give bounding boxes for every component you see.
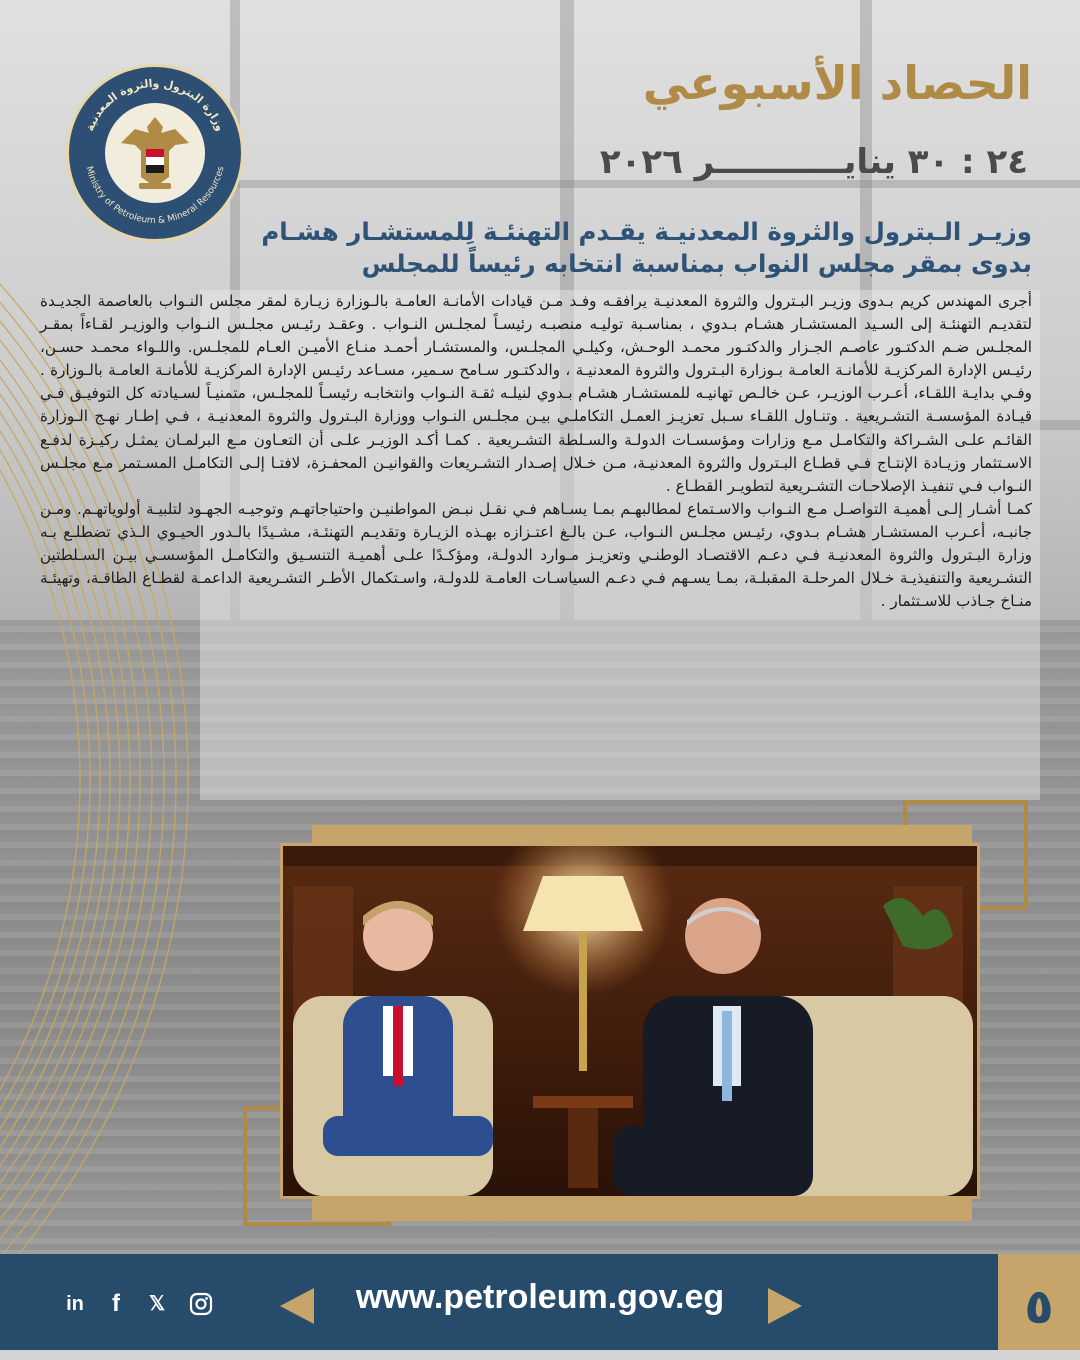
article-paragraph: أجرى المهندس كريم بـدوى وزيـر البـترول والثروة المعدنيـة يرافقـه وفـد مـن قيادات الأمانـة العامـة بالـوزارة زيـارة لمقر مجلس النـواب بالعاصمة الجديـدة لتقديـم التهنئـة إلى السـيد المستشـار هشـام بـدوي ، بمناسـبة توليـه منصبـه رئيسـاً لمجلـس النـواب . وعقـد رئيـس مجلـس النـواب والوزيـر لقـاءاً بمقـر المجلـس ضـم الدكتـور عاصـم الجـزار والدكتـور محمـد الوحـش، وكيلـي المجلـس، والمستشـار أحمـد منـاع الأميـن العـام للمجلـس. واللـواء محمـد حسـن، رئيـس الإدارة المركزيـة للأمانـة العامـة بـوزارة البـترول والثروة المعدنيـة ، والدكتـور سـامح سـمير، مسـاعد رئيـس الإدارة المركزيـة للأمانـة العامـة بالـوزارة . وفـي بدايـة اللقـاء، أعـرب الوزيـر، عـن خالـص تهانيـه للمستشـار هشـام بـدوي لنيلـه ثقـة النـواب وانتخابـه رئيسـاً للمجلـس، متمنيـاً لسـيادته كل التوفيـق فـي قيـادة المؤسسـة التشـريعية . وتنـاول اللقـاء سـبل تعزيـز العمـل التكاملـي بيـن مجلـس النـواب ووزارة البـترول والثروة المعدنيـة ، فـي إطـار نهـج الـوزارة القائـم علـى الشـراكة والتكامـل مـع وزارات ومؤسسـات الدولـة والسـلطة التشـريعية . كمـا أكـد الوزيـر علـى أن التعـاون مـع البرلمـان يمثـل ركيـزة لدفـع الاسـتثمار وزيـادة الإنتـاج فـي قطـاع البـترول والثروة المعدنيـة، مـن خـلال إصـدار التشـريعات والقوانيـن المحفـزة، لافتـا إلـى التكامـل المسـتمر مـع مجلـس النـواب فـي تنفيـذ الإصلاحـات التشـريعية لتطويـر القطـاع . [40, 292, 1032, 495]
article-body [40, 290, 1032, 613]
next-arrow-icon[interactable] [768, 1288, 802, 1324]
logo-emblem-area [105, 103, 205, 203]
meeting-photo [280, 843, 980, 1199]
logo-arabic-text: وزارة البترول والثروة المعدنية [83, 76, 227, 133]
page-title: الحصاد الأسبوعي [642, 56, 1032, 110]
article-headline: وزيـر الـبترول والثروة المعدنيـة يقـدم التهنئـة لِلمستشـار هشـام بدوى بمقر مجلس النواب بمناسبة انتخابه رئيساً للمجلس [261, 217, 1032, 278]
logo-english-text: Ministry of Petroleum & Mineral Resources [83, 165, 227, 227]
meeting-photo-illustration [283, 846, 977, 1196]
previous-arrow-icon[interactable] [280, 1288, 314, 1324]
instagram-icon[interactable] [186, 1289, 216, 1319]
facebook-icon[interactable]: f [112, 1290, 120, 1317]
eagle-emblem-icon [105, 103, 205, 203]
page-number: ٥ [1024, 1279, 1054, 1335]
instagram-glyph [189, 1292, 213, 1316]
website-link[interactable]: www.petroleum.gov.eg [355, 1278, 725, 1316]
article-paragraph: كمـا أشـار إلـى أهميـة التواصـل مـع النـواب والاسـتماع لمطالبهـم بمـا يسـاهم فـي نقـل نبـض المواطنيـن واحتياجاتهـم وتوجيـه الجهـود لتلبيـة أولوياتهـم. ومـن جانبـه، أعـرب المستشـار هشـام بـدوي، رئيـس مجلـس النـواب، عـن بالـغ اعتـزازه بهـذه الزيـارة وتقديـم التهنئـة، مشـيدًا بالـدور الحيـوي الـذي تضطلـع بـه وزارة البـترول والثروة المعدنيـة فـي دعـم الاقتصـاد الوطنـي وتعزيـز مـوارد الدولـة، ومؤكـدًا علـى أهميـة التنسـيق والتكامـل المؤسسـي بيـن السـلطتين التشـريعية والتنفيذيـة خـلال المرحلـة المقبلـة، بمـا يسـهم فـي دعـم السياسـات العامـة للدولـة، واسـتكمال الأطـر التشـريعية الداعمـة لقطـاع الطاقـة، وتهيئـة منـاخ جـاذب للاسـتثمار . [40, 499, 1032, 611]
ministry-logo [66, 64, 244, 242]
x-icon[interactable]: 𝕏 [148, 1293, 166, 1315]
linkedin-icon[interactable]: in [66, 1293, 84, 1315]
date-range: ٢٤ : ٣٠ ينايـــــــــــر ٢٠٢٦ [599, 142, 1028, 182]
